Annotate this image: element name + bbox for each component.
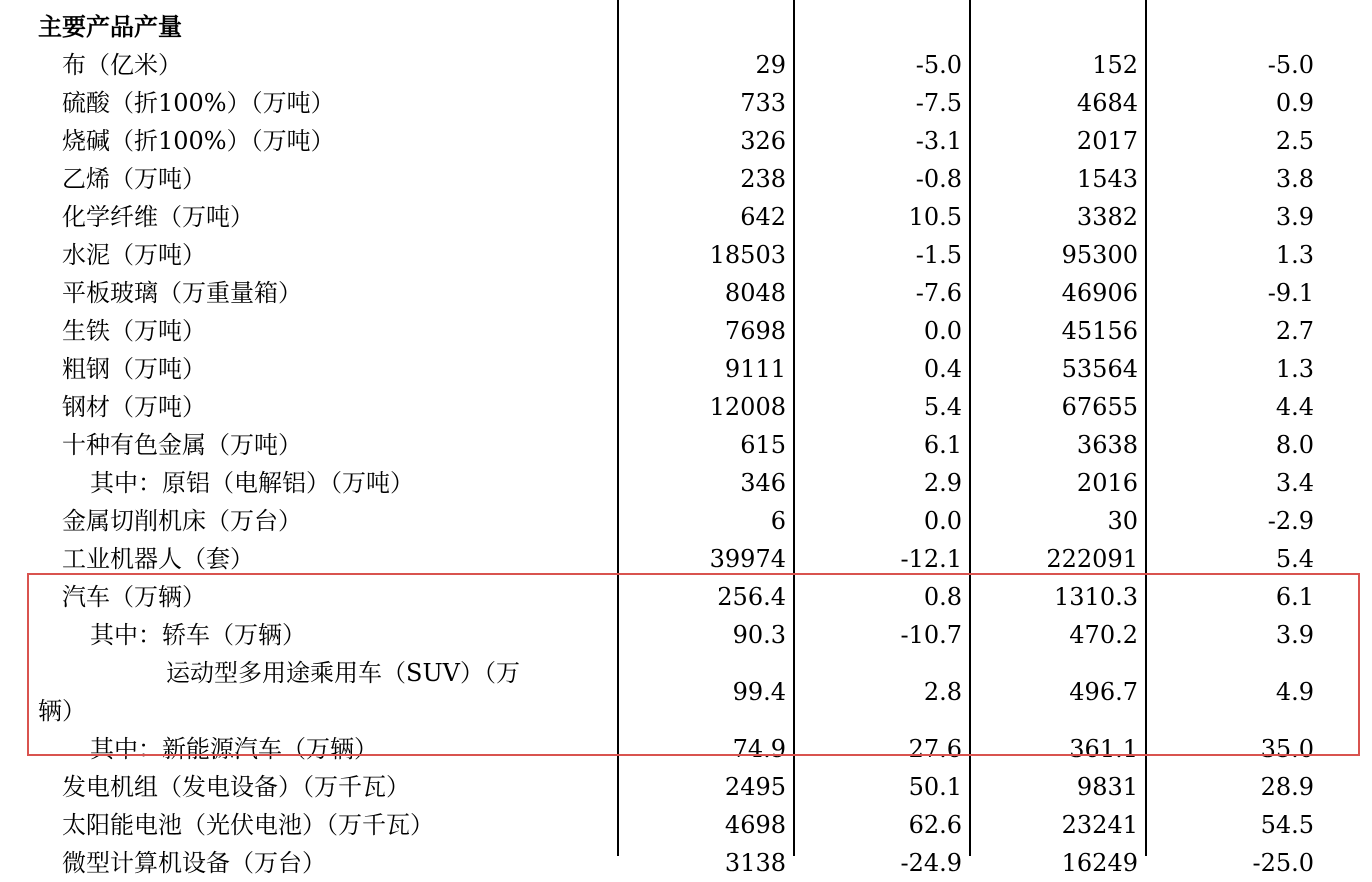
table-row — [0, 160, 1372, 198]
row-label: 其中：新能源汽车（万辆） — [90, 735, 378, 763]
cell-monthly-growth: -12.1 — [900, 545, 962, 573]
cell-cumulative-output: 46906 — [1061, 279, 1138, 307]
cell-cumulative-output: 361.1 — [1069, 735, 1138, 763]
table-row — [0, 350, 1372, 388]
table-row — [0, 312, 1372, 350]
cell-cumulative-output: 3638 — [1076, 431, 1138, 459]
cell-cumulative-output: 23241 — [1061, 811, 1138, 839]
table-row — [0, 426, 1372, 464]
cell-cumulative-output: 1543 — [1076, 165, 1138, 193]
cell-monthly-output: 2495 — [724, 773, 786, 801]
cell-cumulative-growth: 3.8 — [1275, 165, 1314, 193]
table-row — [0, 616, 1372, 654]
cell-cumulative-growth: -5.0 — [1267, 51, 1314, 79]
cell-cumulative-growth: 1.3 — [1275, 355, 1314, 383]
cell-monthly-growth: -24.9 — [900, 849, 962, 877]
cell-monthly-growth: 50.1 — [908, 773, 962, 801]
cell-monthly-output: 238 — [740, 165, 786, 193]
table-row — [0, 46, 1372, 84]
cell-cumulative-output: 1310.3 — [1054, 583, 1138, 611]
cell-cumulative-growth: 0.9 — [1275, 89, 1314, 117]
cell-cumulative-output: 496.7 — [1069, 678, 1138, 706]
cell-cumulative-output: 3382 — [1076, 203, 1138, 231]
cell-monthly-growth: -7.5 — [915, 89, 962, 117]
row-label: 钢材（万吨） — [62, 393, 206, 421]
row-label: 汽车（万辆） — [62, 583, 206, 611]
row-label: 微型计算机设备（万台） — [62, 849, 326, 877]
row-label: 发电机组（发电设备）（万千瓦） — [62, 773, 410, 801]
table-row — [0, 502, 1372, 540]
row-label: 布（亿米） — [62, 51, 182, 79]
cell-cumulative-output: 470.2 — [1069, 621, 1138, 649]
table-row — [0, 84, 1372, 122]
cell-cumulative-growth: 8.0 — [1275, 431, 1314, 459]
table-row — [0, 274, 1372, 312]
row-label: 水泥（万吨） — [62, 241, 206, 269]
cell-cumulative-output: 45156 — [1061, 317, 1138, 345]
table-row — [0, 578, 1372, 616]
cell-monthly-output: 12008 — [709, 393, 786, 421]
cell-cumulative-output: 152 — [1092, 51, 1138, 79]
row-label: 粗钢（万吨） — [62, 355, 206, 383]
cell-monthly-growth: 0.0 — [923, 507, 962, 535]
cell-monthly-output: 346 — [740, 469, 786, 497]
cell-cumulative-growth: 35.0 — [1260, 735, 1314, 763]
cell-monthly-growth: -3.1 — [915, 127, 962, 155]
cell-monthly-output: 7698 — [724, 317, 786, 345]
cell-cumulative-output: 67655 — [1061, 393, 1138, 421]
cell-cumulative-output: 2017 — [1076, 127, 1138, 155]
cell-monthly-growth: 6.1 — [923, 431, 962, 459]
cell-monthly-output: 642 — [740, 203, 786, 231]
row-label: 乙烯（万吨） — [62, 165, 206, 193]
cell-monthly-output: 615 — [740, 431, 786, 459]
table-row — [0, 122, 1372, 160]
cell-monthly-growth: 62.6 — [908, 811, 962, 839]
row-label: 平板玻璃（万重量箱） — [62, 279, 302, 307]
cell-cumulative-growth: 2.5 — [1275, 127, 1314, 155]
cell-cumulative-growth: 2.7 — [1275, 317, 1314, 345]
cell-monthly-output: 6 — [770, 507, 786, 535]
cell-cumulative-growth: -2.9 — [1267, 507, 1314, 535]
row-label: 生铁（万吨） — [62, 317, 206, 345]
cell-monthly-output: 39974 — [709, 545, 786, 573]
cell-cumulative-growth: 5.4 — [1275, 545, 1314, 573]
cell-monthly-output: 8048 — [724, 279, 786, 307]
cell-cumulative-growth: 4.4 — [1275, 393, 1314, 421]
cell-cumulative-output: 30 — [1107, 507, 1138, 535]
cell-monthly-output: 326 — [740, 127, 786, 155]
row-label: 烧碱（折100%）（万吨） — [62, 127, 335, 155]
row-label: 十种有色金属（万吨） — [62, 431, 302, 459]
cell-cumulative-growth: 4.9 — [1275, 678, 1314, 706]
table-row — [0, 768, 1372, 806]
cell-cumulative-growth: 1.3 — [1275, 241, 1314, 269]
cell-cumulative-output: 4684 — [1076, 89, 1138, 117]
cell-monthly-growth: 2.8 — [923, 678, 962, 706]
row-label-line-1: 运动型多用途乘用车（SUV）（万 — [166, 659, 520, 687]
table-row — [0, 198, 1372, 236]
cell-cumulative-output: 53564 — [1061, 355, 1138, 383]
table-row — [0, 540, 1372, 578]
cell-monthly-growth: -1.5 — [915, 241, 962, 269]
cell-cumulative-growth: 3.4 — [1275, 469, 1314, 497]
cell-cumulative-growth: 6.1 — [1275, 583, 1314, 611]
table-row — [0, 654, 1372, 730]
table-row — [0, 464, 1372, 502]
cell-monthly-growth: 27.6 — [908, 735, 962, 763]
cell-monthly-growth: 0.4 — [923, 355, 962, 383]
table-row — [0, 236, 1372, 274]
section-title: 主要产品产量 — [38, 13, 182, 41]
cell-cumulative-output: 16249 — [1061, 849, 1138, 877]
cell-monthly-output: 733 — [740, 89, 786, 117]
cell-monthly-growth: -10.7 — [900, 621, 962, 649]
cell-cumulative-growth: 3.9 — [1275, 621, 1314, 649]
row-label: 工业机器人（套） — [62, 545, 254, 573]
table-row — [0, 806, 1372, 844]
cell-monthly-output: 18503 — [709, 241, 786, 269]
row-label: 其中：轿车（万辆） — [90, 621, 306, 649]
cell-monthly-growth: 2.9 — [923, 469, 962, 497]
row-label: 太阳能电池（光伏电池）（万千瓦） — [62, 811, 434, 839]
cell-cumulative-growth: 54.5 — [1260, 811, 1314, 839]
section-header-row — [0, 8, 1372, 46]
table-row — [0, 388, 1372, 426]
row-label: 化学纤维（万吨） — [62, 203, 254, 231]
row-label: 硫酸（折100%）（万吨） — [62, 89, 335, 117]
cell-monthly-growth: 10.5 — [908, 203, 962, 231]
cell-monthly-output: 29 — [755, 51, 786, 79]
row-label-line-2: 辆） — [38, 697, 86, 725]
cell-monthly-growth: -5.0 — [915, 51, 962, 79]
cell-monthly-output: 74.9 — [732, 735, 786, 763]
cell-cumulative-output: 9831 — [1076, 773, 1138, 801]
cell-monthly-output: 3138 — [724, 849, 786, 877]
cell-monthly-output: 90.3 — [732, 621, 786, 649]
cell-monthly-output: 4698 — [724, 811, 786, 839]
cell-cumulative-output: 2016 — [1076, 469, 1138, 497]
cell-cumulative-output: 222091 — [1046, 545, 1138, 573]
row-label: 金属切削机床（万台） — [62, 507, 302, 535]
cell-monthly-growth: -7.6 — [915, 279, 962, 307]
row-label: 其中：原铝（电解铝）（万吨） — [90, 469, 414, 497]
table-row — [0, 730, 1372, 768]
cell-cumulative-growth: -25.0 — [1252, 849, 1314, 877]
cell-monthly-growth: 5.4 — [923, 393, 962, 421]
cell-monthly-output: 256.4 — [717, 583, 786, 611]
cell-monthly-growth: 0.8 — [923, 583, 962, 611]
cell-cumulative-growth: 3.9 — [1275, 203, 1314, 231]
table-row — [0, 844, 1372, 882]
cell-monthly-output: 9111 — [724, 355, 786, 383]
cell-monthly-growth: 0.0 — [923, 317, 962, 345]
cell-monthly-growth: -0.8 — [915, 165, 962, 193]
cell-cumulative-growth: 28.9 — [1260, 773, 1314, 801]
cell-monthly-output: 99.4 — [732, 678, 786, 706]
cell-cumulative-output: 95300 — [1061, 241, 1138, 269]
cell-cumulative-growth: -9.1 — [1267, 279, 1314, 307]
